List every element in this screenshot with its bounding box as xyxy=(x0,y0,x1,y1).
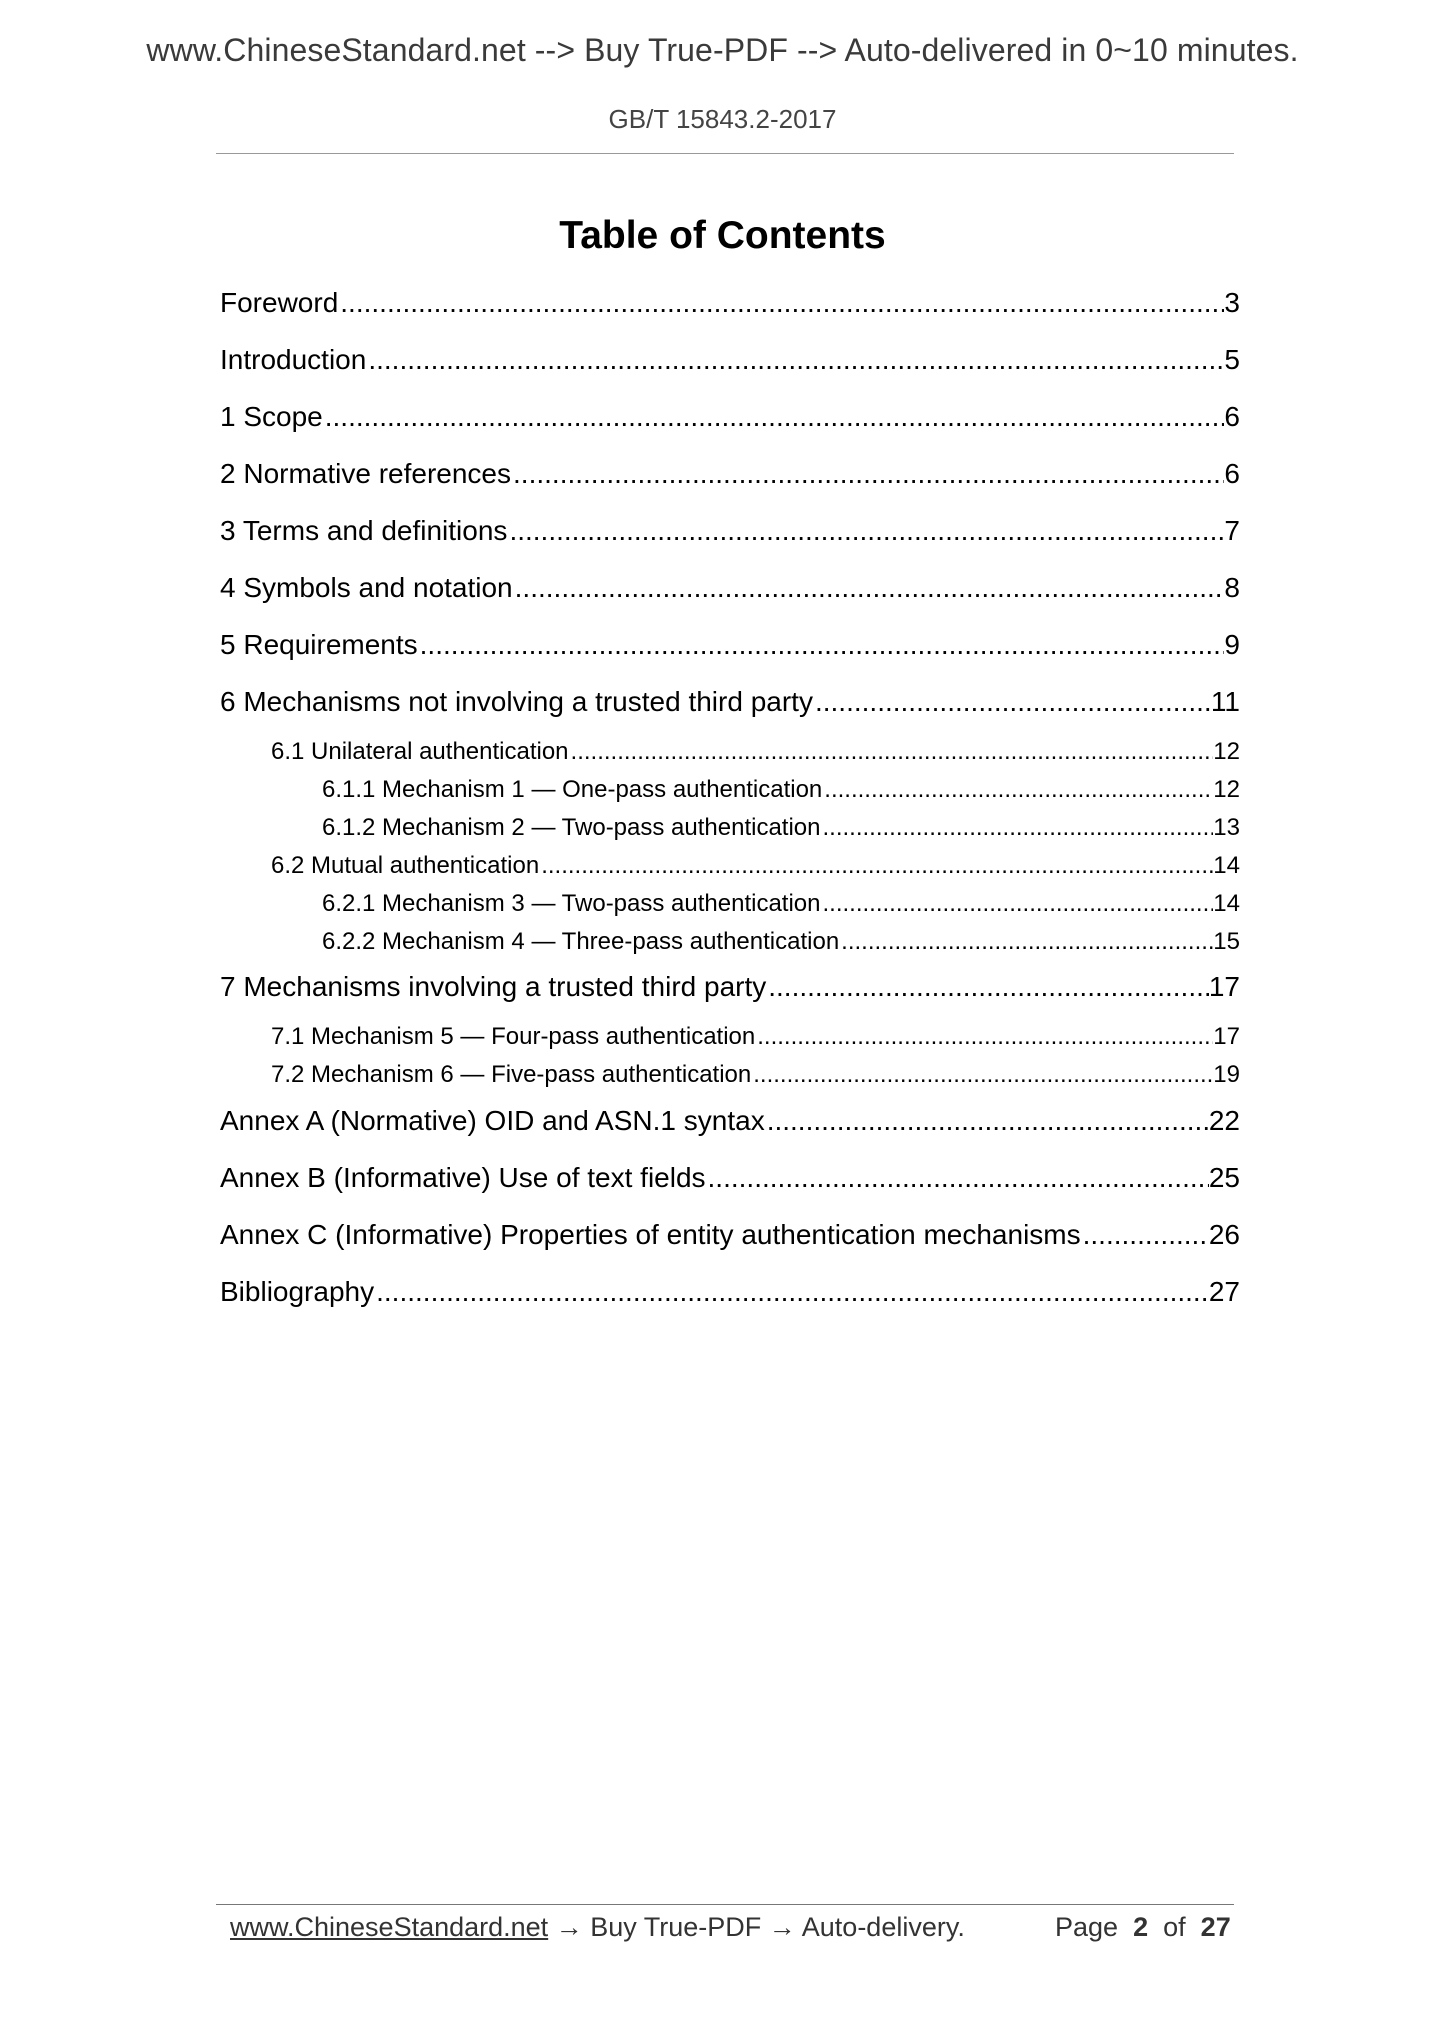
dot-leader xyxy=(569,738,1214,766)
dot-leader xyxy=(511,458,1224,490)
toc-entry-label: Introduction xyxy=(220,344,367,375)
toc-entry-page: 25 xyxy=(1208,1162,1240,1193)
toc-entry-page: 9 xyxy=(1224,629,1240,660)
toc-entry-page: 5 xyxy=(1224,344,1240,375)
toc-entry-section-6-1-2[interactable] xyxy=(322,814,1240,842)
toc-entry-annex-a[interactable] xyxy=(220,1105,1240,1137)
toc-entry-label: Annex A (Normative) OID and ASN.1 syntax xyxy=(220,1105,765,1136)
footer-divider xyxy=(216,1904,1234,1905)
toc-entry-label: Annex B (Informative) Use of text fields xyxy=(220,1162,706,1193)
toc-entry-bibliography[interactable] xyxy=(220,1276,1240,1308)
page-current: 2 xyxy=(1133,1912,1149,1942)
dot-leader xyxy=(418,629,1225,661)
footer-site-link[interactable]: www.ChineseStandard.net xyxy=(230,1912,549,1942)
dot-leader xyxy=(821,814,1214,842)
toc-entry-annex-b[interactable] xyxy=(220,1162,1240,1194)
dot-leader xyxy=(507,515,1224,547)
toc-entry-page: 7 xyxy=(1224,515,1240,546)
toc-entry-label: 6.1.2 Mechanism 2 — Two-pass authentication xyxy=(322,814,821,841)
dot-leader xyxy=(366,344,1224,376)
toc-entry-page: 8 xyxy=(1224,572,1240,603)
toc-entry-label: 4 Symbols and notation xyxy=(220,572,513,603)
page-total: 27 xyxy=(1200,1912,1231,1942)
toc-entry-page: 22 xyxy=(1208,1105,1240,1136)
toc-entry-page: 19 xyxy=(1213,1061,1240,1088)
toc-entry-page: 17 xyxy=(1208,971,1240,1002)
toc-entry-section-6-1-1[interactable] xyxy=(322,776,1240,804)
dot-leader xyxy=(839,928,1213,956)
toc-entry-label: Bibliography xyxy=(220,1276,375,1307)
page-number xyxy=(1055,1912,1231,1943)
toc-entry-section-7[interactable] xyxy=(220,971,1240,1003)
dot-leader xyxy=(813,686,1211,718)
toc-entry-label: 6.1 Unilateral authentication xyxy=(271,738,569,765)
site-banner: www.ChineseStandard.net --> Buy True-PDF --> Auto-delivered in 0~10 minutes. xyxy=(146,32,1299,68)
dot-leader xyxy=(374,1276,1209,1308)
header-divider xyxy=(216,153,1234,154)
dot-leader xyxy=(821,890,1214,918)
toc-entry-label: 6.1.1 Mechanism 1 — One-pass authentication xyxy=(322,776,823,803)
toc-entry-label: 6.2.1 Mechanism 3 — Two-pass authentication xyxy=(322,890,821,917)
toc-entry-page: 12 xyxy=(1213,776,1240,803)
toc-entry-scope[interactable] xyxy=(220,401,1240,433)
toc-entry-section-6-2[interactable] xyxy=(271,852,1240,880)
toc-entry-page: 6 xyxy=(1224,458,1240,489)
toc-entry-annex-c[interactable] xyxy=(220,1219,1240,1251)
toc-entry-page: 11 xyxy=(1210,686,1240,717)
toc-entry-label: Foreword xyxy=(220,287,339,318)
toc-entry-label: Annex C (Informative) Properties of entity authentication mechanisms xyxy=(220,1219,1081,1250)
dot-leader xyxy=(1081,1219,1209,1251)
dot-leader xyxy=(766,971,1209,1003)
toc-entry-label: 3 Terms and definitions xyxy=(220,515,508,546)
toc-entry-page: 14 xyxy=(1213,852,1240,879)
toc-entry-section-6-1[interactable] xyxy=(271,738,1240,766)
footer-delivery-text: → Auto-delivery. xyxy=(768,1912,965,1942)
page-word: Page xyxy=(1055,1912,1119,1942)
document-id: GB/T 15843.2-2017 xyxy=(608,104,837,134)
footer-promo xyxy=(230,1912,965,1943)
dot-leader xyxy=(755,1023,1213,1051)
toc-entry-section-6-2-1[interactable] xyxy=(322,890,1240,918)
toc-entry-page: 17 xyxy=(1213,1023,1240,1050)
toc-entry-normative-references[interactable] xyxy=(220,458,1240,490)
page-title: Table of Contents xyxy=(559,214,886,257)
toc-entry-page: 6 xyxy=(1224,401,1240,432)
toc-entry-requirements[interactable] xyxy=(220,629,1240,661)
toc-entry-page: 12 xyxy=(1213,738,1240,765)
toc-entry-label: 2 Normative references xyxy=(220,458,512,489)
toc-entry-page: 14 xyxy=(1213,890,1240,917)
toc-entry-page: 26 xyxy=(1208,1219,1240,1250)
footer-buy-text: → Buy True-PDF xyxy=(555,1912,762,1942)
toc-entry-label: 6.2.2 Mechanism 4 — Three-pass authentication xyxy=(322,928,840,955)
toc-entry-page: 15 xyxy=(1213,928,1240,955)
dot-leader xyxy=(323,401,1225,433)
toc-entry-page: 27 xyxy=(1208,1276,1240,1307)
toc-entry-section-7-1[interactable] xyxy=(271,1023,1240,1051)
toc-entry-label: 6 Mechanisms not involving a trusted third party xyxy=(220,686,813,717)
toc-entry-section-6-2-2[interactable] xyxy=(322,928,1240,956)
toc-entry-label: 5 Requirements xyxy=(220,629,418,660)
dot-leader xyxy=(765,1105,1209,1137)
dot-leader xyxy=(338,287,1224,319)
toc-entry-page: 13 xyxy=(1213,814,1240,841)
dot-leader xyxy=(539,852,1213,880)
dot-leader xyxy=(513,572,1225,604)
dot-leader xyxy=(822,776,1213,804)
toc-entry-page: 3 xyxy=(1224,287,1240,318)
toc-entry-label: 7.1 Mechanism 5 — Four-pass authentication xyxy=(271,1023,756,1050)
toc-entry-section-6[interactable] xyxy=(220,686,1240,718)
toc-entry-foreword[interactable] xyxy=(220,287,1240,319)
toc-entry-label: 7.2 Mechanism 6 — Five-pass authentication xyxy=(271,1061,752,1088)
of-word: of xyxy=(1163,1912,1186,1942)
dot-leader xyxy=(706,1162,1209,1194)
toc-entry-introduction[interactable] xyxy=(220,344,1240,376)
toc-entry-symbols-notation[interactable] xyxy=(220,572,1240,604)
toc-entry-label: 6.2 Mutual authentication xyxy=(271,852,540,879)
toc-entry-terms-definitions[interactable] xyxy=(220,515,1240,547)
toc-entry-label: 1 Scope xyxy=(220,401,323,432)
toc-entry-section-7-2[interactable] xyxy=(271,1061,1240,1089)
toc-entry-label: 7 Mechanisms involving a trusted third party xyxy=(220,971,767,1002)
dot-leader xyxy=(751,1061,1213,1089)
